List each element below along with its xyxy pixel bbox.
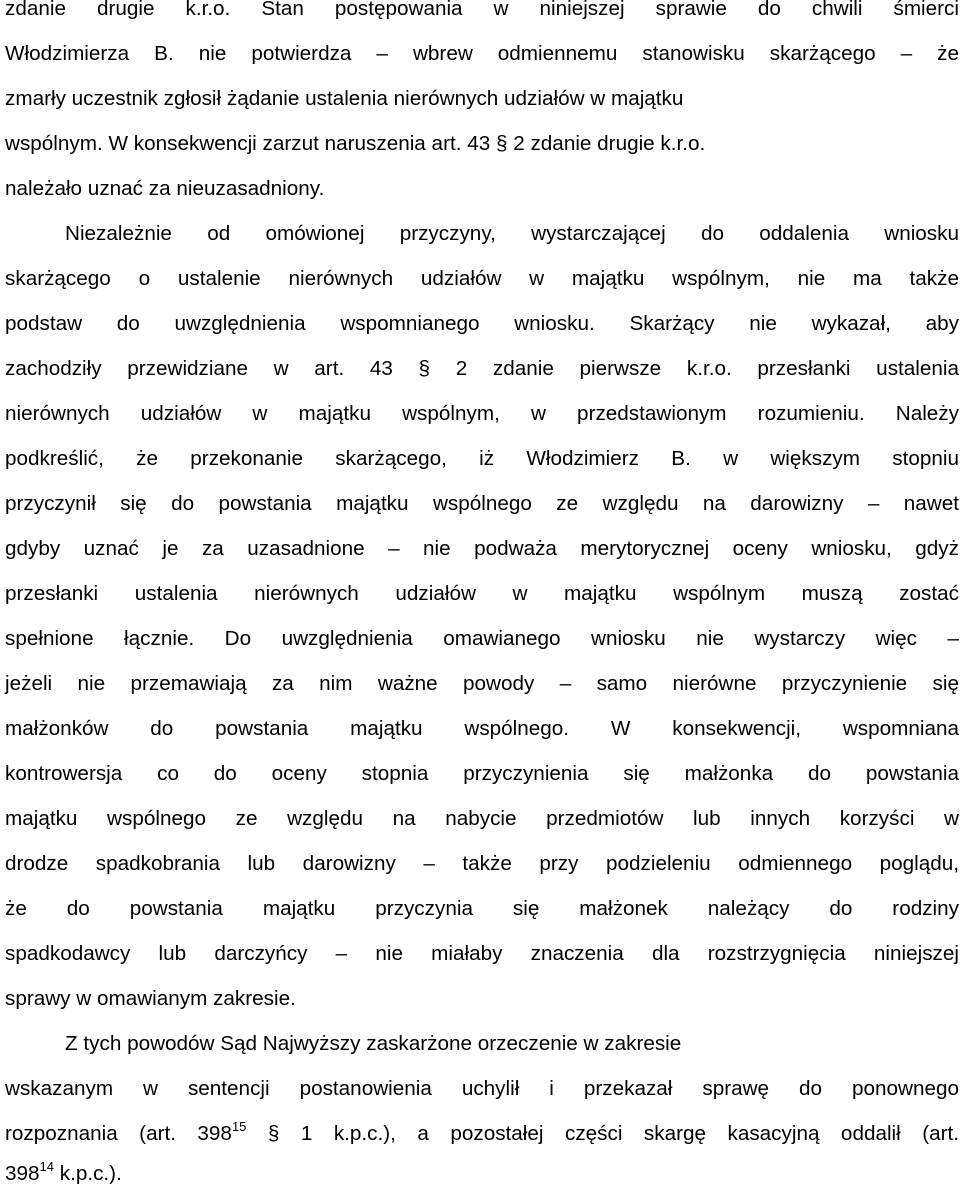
- text-line: wspólnym. W konsekwencji zarzut naruszenia art. 43 § 2 zdanie drugie k.r.o.: [5, 132, 706, 155]
- text-line: przyczynił się do powstania majątku wspólnego ze względu na darowizny – nawet: [5, 492, 959, 515]
- text-line: jeżeli nie przemawiają za nim ważne powody – samo nierówne przyczynienie się: [5, 672, 959, 695]
- superscript: 15: [231, 1119, 247, 1134]
- text-line: zachodziły przewidziane w art. 43 § 2 zdanie pierwsze k.r.o. przesłanki ustalenia: [5, 357, 959, 380]
- text-line: małżonków do powstania majątku wspólnego. W konsekwencji, wspomniana: [5, 717, 959, 740]
- text-line: wskazanym w sentencji postanowienia uchylił i przekazał sprawę do ponownego: [5, 1077, 959, 1100]
- text-line: drodze spadkobrania lub darowizny – także przy podzieleniu odmiennego poglądu,: [5, 852, 959, 875]
- text-line: zmarły uczestnik zgłosił żądanie ustalenia nierównych udziałów w majątku: [5, 87, 684, 110]
- text-line: przesłanki ustalenia nierównych udziałów w majątku wspólnym muszą zostać: [5, 582, 959, 605]
- text-line: skarżącego o ustalenie nierównych udziałów w majątku wspólnym, nie ma także: [5, 267, 959, 290]
- text-line: nierównych udziałów w majątku wspólnym, w przedstawionym rozumieniu. Należy: [5, 402, 959, 425]
- text-line: podkreślić, że przekonanie skarżącego, iż Włodzimierz B. w większym stopniu: [5, 447, 959, 470]
- text-line: majątku wspólnego ze względu na nabycie przedmiotów lub innych korzyści w: [5, 807, 959, 830]
- text-segment: § 1 k.p.c.), a pozostałej części skargę kasacyjną oddalił (art.: [246, 1122, 959, 1145]
- text-line: należało uznać za nieuzasadniony.: [5, 177, 325, 200]
- paragraph-start-line: Niezależnie od omówionej przyczyny, wystarczającej do oddalenia wniosku: [65, 222, 959, 245]
- text-line: gdyby uznać je za uzasadnione – nie podważa merytorycznej oceny wniosku, gdyż: [5, 537, 959, 560]
- paragraph-start-line: Z tych powodów Sąd Najwyższy zaskarżone orzeczenie w zakresie: [65, 1032, 682, 1055]
- text-line: podstaw do uwzględnienia wspomnianego wniosku. Skarżący nie wykazał, aby: [5, 312, 959, 335]
- text-line: kontrowersja co do oceny stopnia przyczynienia się małżonka do powstania: [5, 762, 959, 785]
- text-line: spadkodawcy lub darczyńcy – nie miałaby znaczenia dla rozstrzygnięcia niniejszej: [5, 942, 959, 965]
- text-line: zdanie drugie k.r.o. Stan postępowania w niniejszej sprawie do chwili śmierci: [5, 0, 959, 20]
- text-segment: k.p.c.).: [54, 1162, 122, 1185]
- text-line: Włodzimierza B. nie potwierdza – wbrew odmiennemu stanowisku skarżącego – że: [5, 42, 959, 65]
- text-line: sprawy w omawianym zakresie.: [5, 987, 296, 1010]
- text-segment: 398: [5, 1162, 40, 1185]
- text-line: że do powstania majątku przyczynia się małżonek należący do rodziny: [5, 897, 959, 920]
- text-line: spełnione łącznie. Do uwzględnienia omawianego wniosku nie wystarczy więc –: [5, 627, 959, 650]
- text-line: [5, 1119, 959, 1146]
- text-segment: rozpoznania (art. 398: [5, 1122, 232, 1145]
- text-line: [5, 1159, 122, 1186]
- superscript: 14: [39, 1159, 54, 1174]
